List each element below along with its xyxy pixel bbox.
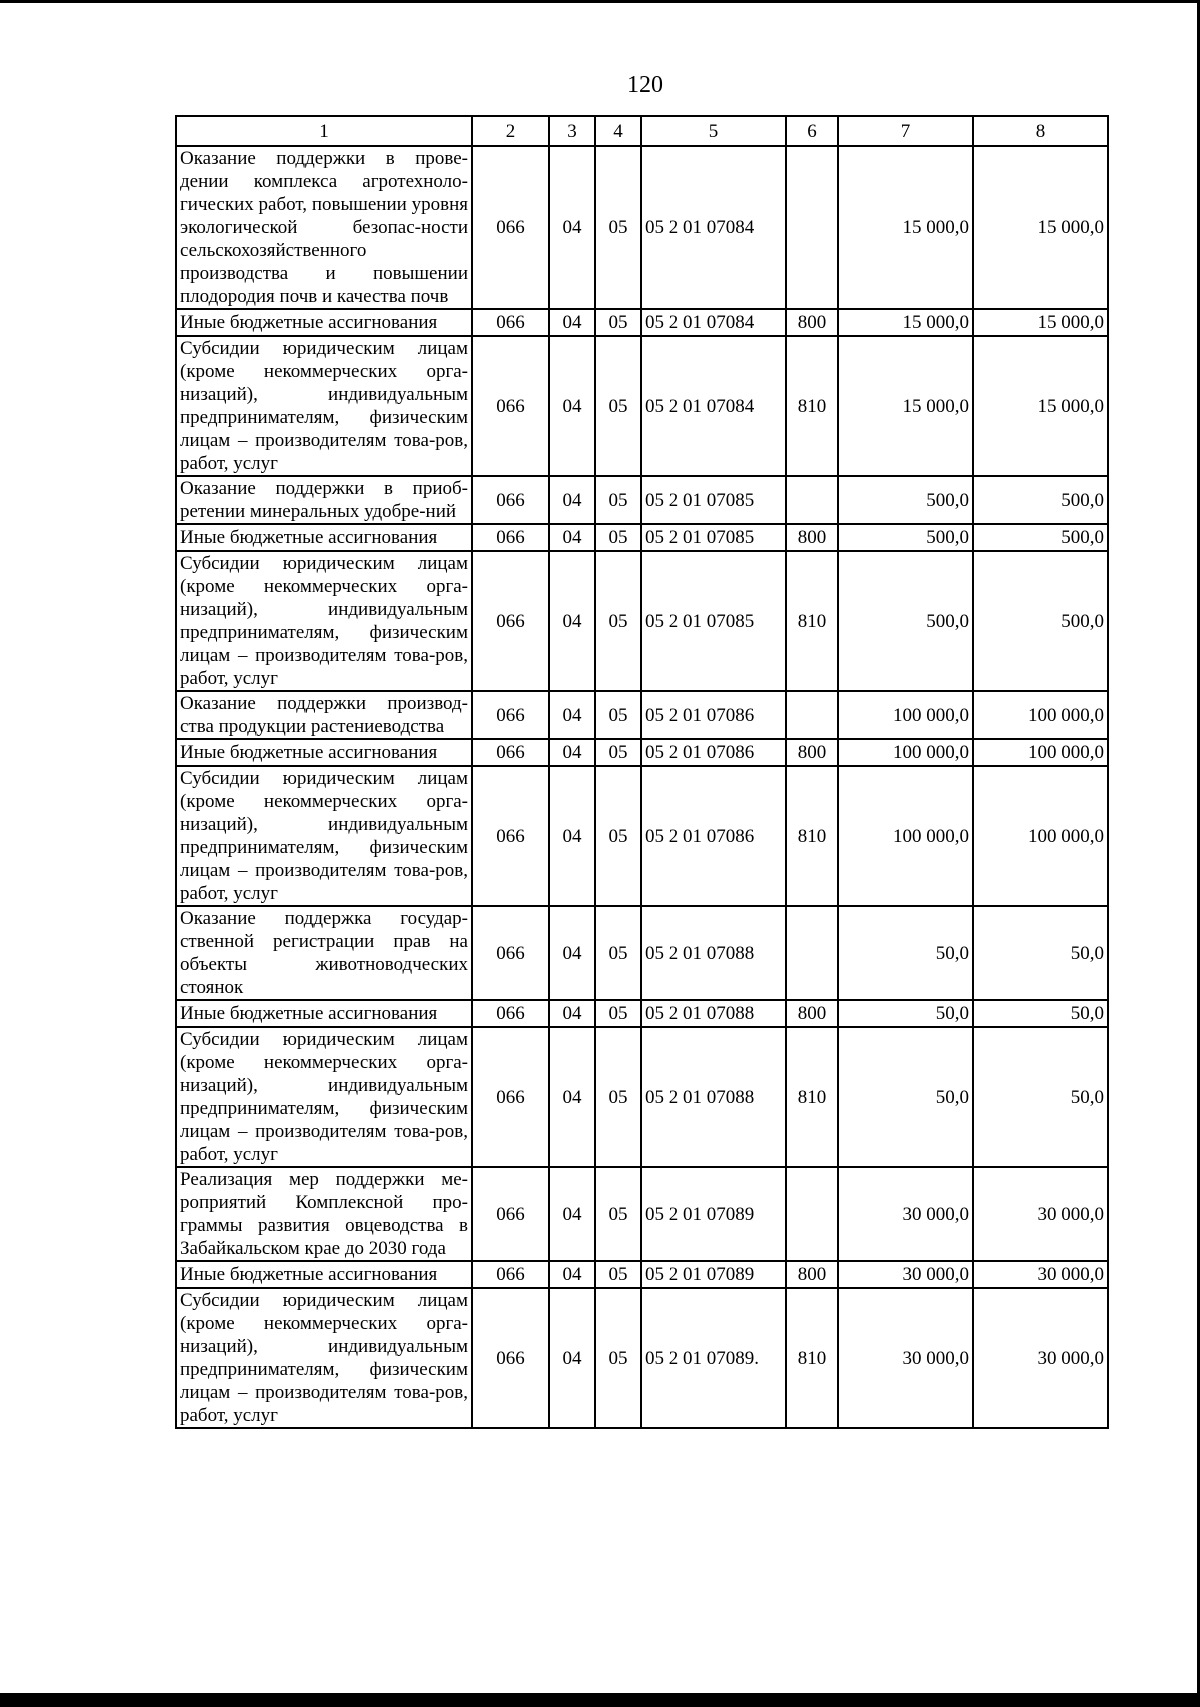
cell-section: 04 (549, 766, 595, 906)
cell-subsection: 05 (595, 336, 641, 476)
table-row (176, 551, 1108, 691)
cell-expense-type: 800 (786, 1261, 838, 1288)
cell-ministry-code: 066 (472, 1027, 549, 1167)
cell-target-code: 05 2 01 07086 (641, 766, 786, 906)
column-header: 2 (472, 116, 549, 146)
cell-subsection: 05 (595, 691, 641, 739)
cell-subsection: 05 (595, 146, 641, 309)
cell-target-code: 05 2 01 07089 (641, 1261, 786, 1288)
scan-edge-top (0, 0, 1200, 3)
cell-subsection: 05 (595, 739, 641, 766)
cell-subsection: 05 (595, 1167, 641, 1261)
row-name: Оказание поддержки в приоб-ретении минеральных удобре-ний (176, 476, 472, 524)
cell-expense-type (786, 906, 838, 1000)
cell-ministry-code: 066 (472, 1167, 549, 1261)
row-name: Иные бюджетные ассигнования (176, 524, 472, 551)
cell-expense-type: 800 (786, 739, 838, 766)
cell-target-code: 05 2 01 07084 (641, 146, 786, 309)
cell-expense-type: 810 (786, 1027, 838, 1167)
cell-section: 04 (549, 739, 595, 766)
row-name: Субсидии юридическим лицам (кроме некоммерческих орга-низаций), индивидуальным предпринимателям, физическим лицам – производителям това-ров, работ, услуг (176, 1027, 472, 1167)
table-row (176, 1288, 1108, 1428)
cell-expense-type (786, 691, 838, 739)
row-name: Субсидии юридическим лицам (кроме некоммерческих орга-низаций), индивидуальным предпринимателям, физическим лицам – производителям това-ров, работ, услуг (176, 1288, 472, 1428)
cell-amount-8: 100 000,0 (973, 739, 1108, 766)
row-name: Субсидии юридическим лицам (кроме некоммерческих орга-низаций), индивидуальным предпринимателям, физическим лицам – производителям това-ров, работ, услуг (176, 336, 472, 476)
cell-target-code: 05 2 01 07089 (641, 1167, 786, 1261)
row-name: Оказание поддержки производ-ства продукции растениеводства (176, 691, 472, 739)
budget-table (175, 115, 1109, 1429)
cell-amount-8: 500,0 (973, 551, 1108, 691)
cell-target-code: 05 2 01 07084 (641, 309, 786, 336)
header-row (176, 116, 1108, 146)
cell-target-code: 05 2 01 07084 (641, 336, 786, 476)
cell-target-code: 05 2 01 07088 (641, 1000, 786, 1027)
cell-target-code: 05 2 01 07089. (641, 1288, 786, 1428)
cell-expense-type (786, 476, 838, 524)
cell-ministry-code: 066 (472, 146, 549, 309)
cell-section: 04 (549, 476, 595, 524)
cell-amount-8: 15 000,0 (973, 309, 1108, 336)
cell-expense-type: 800 (786, 1000, 838, 1027)
cell-target-code: 05 2 01 07085 (641, 524, 786, 551)
cell-subsection: 05 (595, 476, 641, 524)
cell-subsection: 05 (595, 551, 641, 691)
cell-expense-type: 810 (786, 551, 838, 691)
table-row (176, 1261, 1108, 1288)
scan-edge-bottom (0, 1693, 1200, 1707)
table-row (176, 1000, 1108, 1027)
page-number: 120 (627, 72, 663, 98)
column-header: 6 (786, 116, 838, 146)
cell-ministry-code: 066 (472, 766, 549, 906)
cell-expense-type: 810 (786, 1288, 838, 1428)
cell-ministry-code: 066 (472, 336, 549, 476)
row-name: Иные бюджетные ассигнования (176, 739, 472, 766)
cell-target-code: 05 2 01 07086 (641, 691, 786, 739)
row-name: Оказание поддержки в прове-дении комплекса агротехноло-гических работ, повышении уровня экологической безопас-ности сельскохозяйственного производства и повышении плодородия почв и качества почв (176, 146, 472, 309)
cell-ministry-code: 066 (472, 1000, 549, 1027)
table-row (176, 1167, 1108, 1261)
cell-amount-7: 500,0 (838, 551, 973, 691)
cell-amount-8: 500,0 (973, 524, 1108, 551)
cell-ministry-code: 066 (472, 476, 549, 524)
cell-ministry-code: 066 (472, 1261, 549, 1288)
cell-amount-8: 15 000,0 (973, 336, 1108, 476)
table-row (176, 739, 1108, 766)
column-header: 1 (176, 116, 472, 146)
cell-section: 04 (549, 551, 595, 691)
cell-subsection: 05 (595, 1288, 641, 1428)
cell-section: 04 (549, 1000, 595, 1027)
column-header: 7 (838, 116, 973, 146)
cell-section: 04 (549, 1261, 595, 1288)
cell-ministry-code: 066 (472, 1288, 549, 1428)
cell-amount-7: 30 000,0 (838, 1261, 973, 1288)
cell-amount-8: 50,0 (973, 1000, 1108, 1027)
cell-section: 04 (549, 1288, 595, 1428)
cell-amount-7: 30 000,0 (838, 1288, 973, 1428)
cell-section: 04 (549, 691, 595, 739)
table-row (176, 476, 1108, 524)
cell-amount-8: 100 000,0 (973, 766, 1108, 906)
table-row (176, 146, 1108, 309)
cell-section: 04 (549, 146, 595, 309)
table-row (176, 1027, 1108, 1167)
table-row (176, 906, 1108, 1000)
cell-amount-7: 15 000,0 (838, 309, 973, 336)
cell-section: 04 (549, 524, 595, 551)
cell-ministry-code: 066 (472, 309, 549, 336)
cell-amount-8: 50,0 (973, 906, 1108, 1000)
table-row (176, 336, 1108, 476)
cell-ministry-code: 066 (472, 524, 549, 551)
cell-amount-7: 30 000,0 (838, 1167, 973, 1261)
cell-amount-8: 30 000,0 (973, 1288, 1108, 1428)
cell-section: 04 (549, 1027, 595, 1167)
cell-amount-8: 30 000,0 (973, 1261, 1108, 1288)
cell-ministry-code: 066 (472, 551, 549, 691)
cell-amount-7: 15 000,0 (838, 146, 973, 309)
cell-amount-7: 500,0 (838, 476, 973, 524)
row-name: Иные бюджетные ассигнования (176, 309, 472, 336)
cell-target-code: 05 2 01 07086 (641, 739, 786, 766)
cell-amount-8: 500,0 (973, 476, 1108, 524)
cell-expense-type: 810 (786, 766, 838, 906)
cell-amount-7: 50,0 (838, 906, 973, 1000)
cell-target-code: 05 2 01 07088 (641, 906, 786, 1000)
cell-amount-7: 500,0 (838, 524, 973, 551)
cell-expense-type: 810 (786, 336, 838, 476)
cell-amount-7: 50,0 (838, 1000, 973, 1027)
cell-amount-8: 100 000,0 (973, 691, 1108, 739)
row-name: Реализация мер поддержки ме-роприятий Комплексной про-граммы развития овцеводства в Забайкальском крае до 2030 года (176, 1167, 472, 1261)
column-header: 8 (973, 116, 1108, 146)
cell-target-code: 05 2 01 07085 (641, 551, 786, 691)
cell-section: 04 (549, 906, 595, 1000)
table-row (176, 309, 1108, 336)
cell-expense-type: 800 (786, 309, 838, 336)
cell-section: 04 (549, 1167, 595, 1261)
cell-section: 04 (549, 336, 595, 476)
cell-amount-7: 15 000,0 (838, 336, 973, 476)
cell-amount-8: 50,0 (973, 1027, 1108, 1167)
table-row (176, 524, 1108, 551)
cell-amount-8: 30 000,0 (973, 1167, 1108, 1261)
column-header: 4 (595, 116, 641, 146)
column-header: 5 (641, 116, 786, 146)
cell-subsection: 05 (595, 766, 641, 906)
cell-amount-8: 15 000,0 (973, 146, 1108, 309)
column-header: 3 (549, 116, 595, 146)
cell-expense-type (786, 1167, 838, 1261)
cell-section: 04 (549, 309, 595, 336)
row-name: Оказание поддержка государ-ственной регистрации прав на объекты животноводческих стоянок (176, 906, 472, 1000)
cell-expense-type: 800 (786, 524, 838, 551)
row-name: Субсидии юридическим лицам (кроме некоммерческих орга-низаций), индивидуальным предпринимателям, физическим лицам – производителям това-ров, работ, услуг (176, 551, 472, 691)
cell-subsection: 05 (595, 1261, 641, 1288)
table-row (176, 691, 1108, 739)
table-row (176, 766, 1108, 906)
cell-amount-7: 100 000,0 (838, 766, 973, 906)
row-name: Иные бюджетные ассигнования (176, 1261, 472, 1288)
cell-subsection: 05 (595, 906, 641, 1000)
cell-amount-7: 50,0 (838, 1027, 973, 1167)
cell-ministry-code: 066 (472, 739, 549, 766)
cell-subsection: 05 (595, 1000, 641, 1027)
cell-ministry-code: 066 (472, 906, 549, 1000)
cell-amount-7: 100 000,0 (838, 739, 973, 766)
cell-ministry-code: 066 (472, 691, 549, 739)
cell-expense-type (786, 146, 838, 309)
cell-amount-7: 100 000,0 (838, 691, 973, 739)
cell-target-code: 05 2 01 07088 (641, 1027, 786, 1167)
cell-subsection: 05 (595, 524, 641, 551)
row-name: Иные бюджетные ассигнования (176, 1000, 472, 1027)
cell-subsection: 05 (595, 1027, 641, 1167)
cell-target-code: 05 2 01 07085 (641, 476, 786, 524)
row-name: Субсидии юридическим лицам (кроме некоммерческих орга-низаций), индивидуальным предпринимателям, физическим лицам – производителям това-ров, работ, услуг (176, 766, 472, 906)
cell-subsection: 05 (595, 309, 641, 336)
